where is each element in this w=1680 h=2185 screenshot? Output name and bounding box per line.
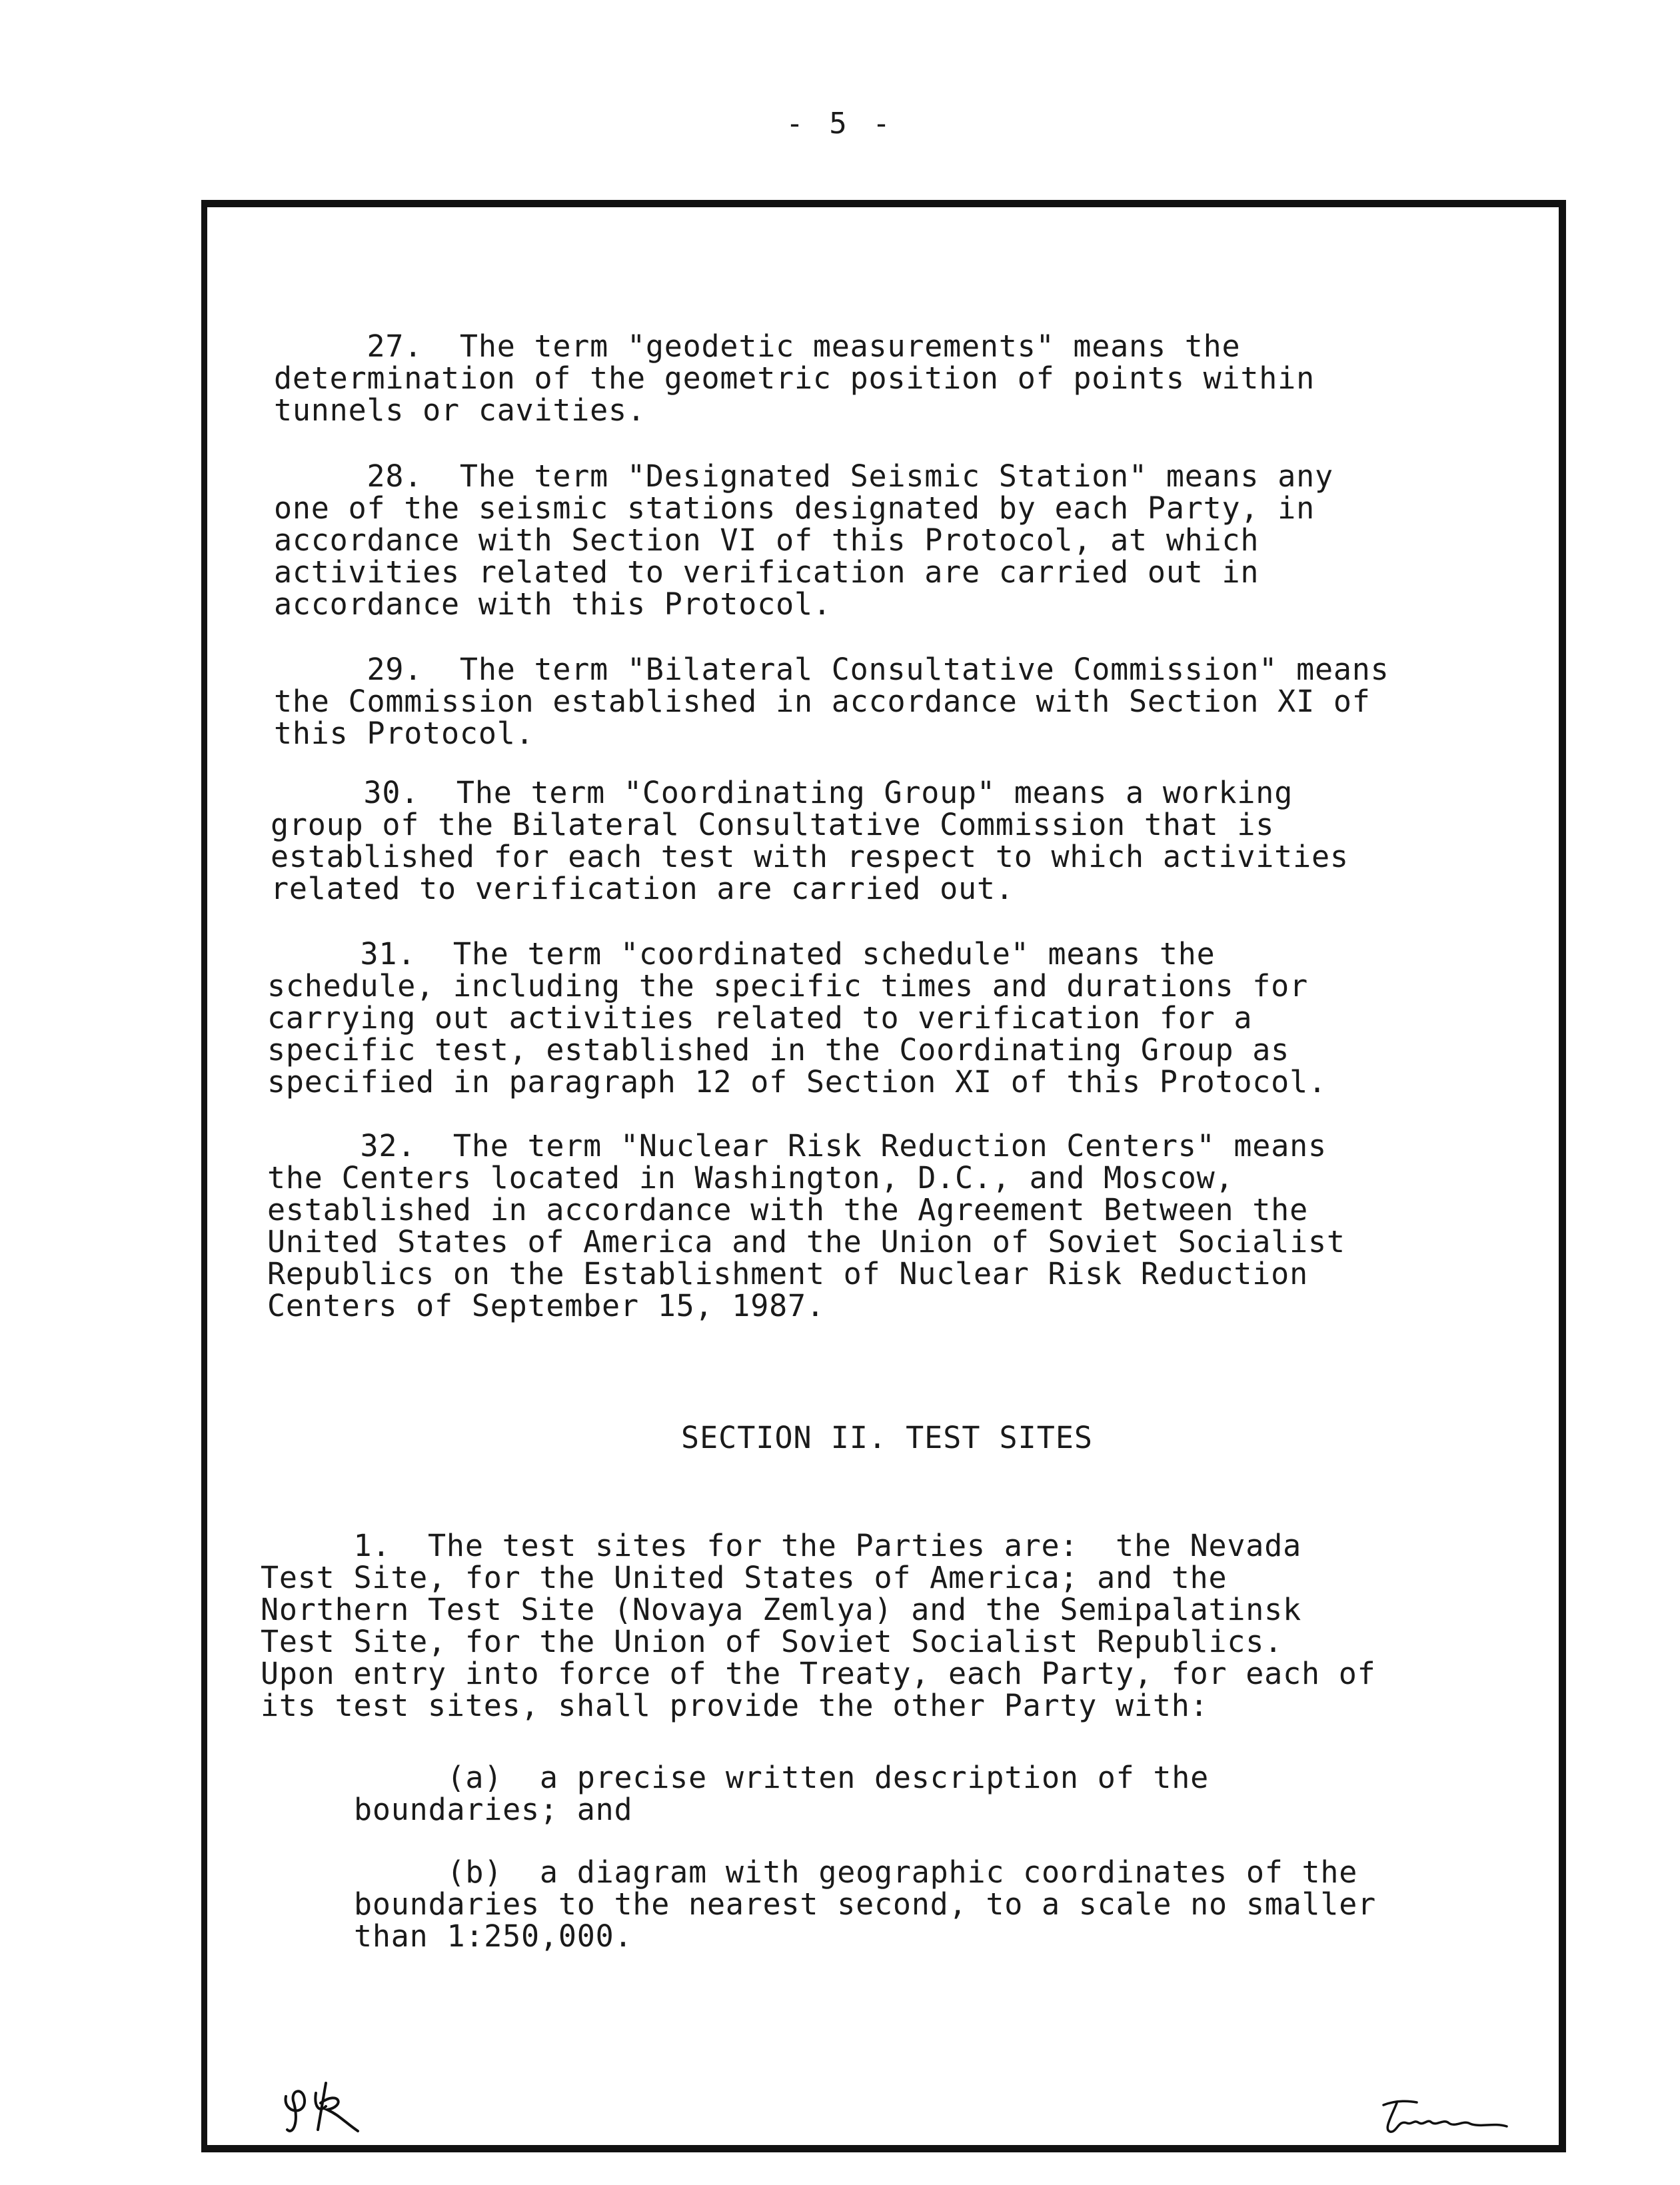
page-number: - 5 - (786, 107, 894, 141)
paragraph-30: 30. The term "Coordinating Group" means a working group of the Bilateral Consultative Commission that is established for each test with respect to which activities related to verification are carried out. (271, 775, 1349, 906)
handwritten-initials-icon (279, 2076, 379, 2136)
paragraph-32: 32. The term "Nuclear Risk Reduction Centers" means the Centers located in Washington, D.C., and Moscow, established in accordance with the Agreement Between the United States of America and the Union of Soviet Socialist Republics on the Establishment of Nuclear Risk Reduction Centers of September 15, 1987. (267, 1128, 1345, 1323)
section-title: SECTION II. TEST SITES (680, 1420, 1094, 1455)
paragraph-27: 27. The term "geodetic measurements" means the determination of the geometric position of points within tunnels or cavities. (274, 329, 1315, 428)
paragraph-28: 28. The term "Designated Seismic Station" means any one of the seismic stations designated by each Party, in accordance with Section VI of this Protocol, at which activities related to verification are carried out in accordance with this Protocol. (274, 458, 1333, 622)
handwritten-signature-icon (1370, 2093, 1523, 2140)
paragraph-31: 31. The term "coordinated schedule" means the schedule, including the specific times and durations for carrying out activities related to verification for a specific test, established in the Coordinating Group as specified in paragraph 12 of Section XI of this Protocol. (267, 936, 1327, 1099)
paragraph-29: 29. The term "Bilateral Consultative Commission" means the Commission established in accordance with Section XI of this Protocol. (274, 652, 1389, 751)
document-frame (201, 200, 1566, 2152)
section-item-b: (b) a diagram with geographic coordinates of the boundaries to the nearest second, to a scale no smaller than 1:250,000. (354, 1854, 1377, 1954)
section-paragraph-1: 1. The test sites for the Parties are: the Nevada Test Site, for the United States of America; and the Northern Test Site (Novaya Zemlya) and the Semipalatinsk Test Site, for the Union of Soviet Socialist Republics. Upon entry into force of the Treaty, each Party, for each of its test sites, shall provide the other Party with: (261, 1528, 1376, 1723)
section-item-a: (a) a precise written description of the boundaries; and (354, 1760, 1210, 1827)
